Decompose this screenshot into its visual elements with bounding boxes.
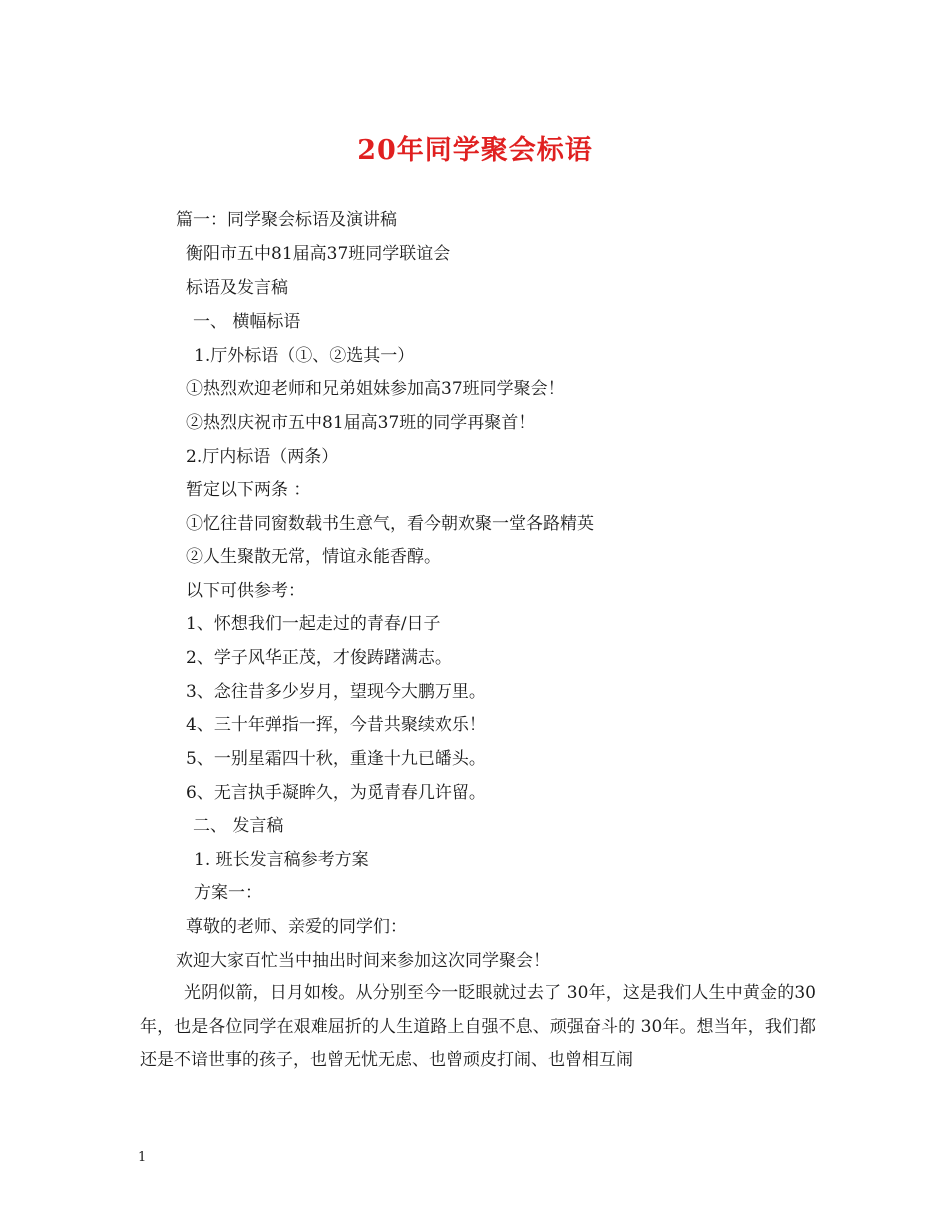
text-line: ①忆往昔同窗数载书生意气，看今朝欢聚一堂各路精英: [186, 514, 594, 534]
text-line: 暂定以下两条 ：: [186, 480, 311, 500]
text-line: ②人生聚散无常，情谊永能香醇。: [186, 547, 441, 567]
text-line: 篇一：同学聚会标语及演讲稿: [176, 210, 397, 230]
text-line: 尊敬的老师、亲爱的同学们：: [186, 917, 407, 937]
text-line: 一、 横幅标语: [193, 312, 301, 332]
text-line: 二、 发言稿: [193, 816, 284, 836]
body-paragraph: 光阴似箭，日月如梭。从分别至今一眨眼就过去了 30年，这是我们人生中黄金的30年，也是各位同学在艰难屈折的人生道路上自强不息、顽强奋斗的 30年。想当年，我们都还是不谙世事的孩子，也曾无忧无虑、也曾顽皮打闹、也曾相互闹: [140, 983, 816, 1070]
text-line: 2、学子风华正茂，才俊踌躇满志。: [186, 648, 452, 668]
text-line: 4、三十年弹指一挥，今昔共聚续欢乐！: [186, 715, 486, 735]
text-line: 6、无言执手凝眸久，为觅青春几许留。: [186, 783, 486, 803]
text-line: ②热烈庆祝市五中81届高37班的同学再聚首！: [186, 413, 536, 433]
text-line: 欢迎大家百忙当中抽出时间来参加这次同学聚会！: [176, 951, 550, 971]
text-line: 1、怀想我们一起走过的青春/日子: [186, 614, 441, 634]
text-line: 5、一别星霜四十秋，重逢十九已皤头。: [186, 749, 486, 769]
text-line: 方案一：: [194, 883, 262, 903]
text-line: 1. 班长发言稿参考方案: [194, 850, 369, 870]
text-line: 1.厅外标语（①、②选其一）: [194, 346, 415, 366]
text-line: 2.厅内标语（两条）: [186, 447, 339, 467]
text-line: 衡阳市五中81届高37班同学联谊会: [186, 244, 451, 264]
text-line: 标语及发言稿: [186, 278, 288, 298]
text-line: 以下可供参考：: [186, 581, 305, 601]
page-number: 1: [138, 1150, 147, 1165]
document-title: 20年同学聚会标语: [357, 135, 593, 166]
text-line: 3、念往昔多少岁月，望现今大鹏万里。: [186, 682, 486, 702]
text-line: ①热烈欢迎老师和兄弟姐妹参加高37班同学聚会！: [186, 379, 565, 399]
